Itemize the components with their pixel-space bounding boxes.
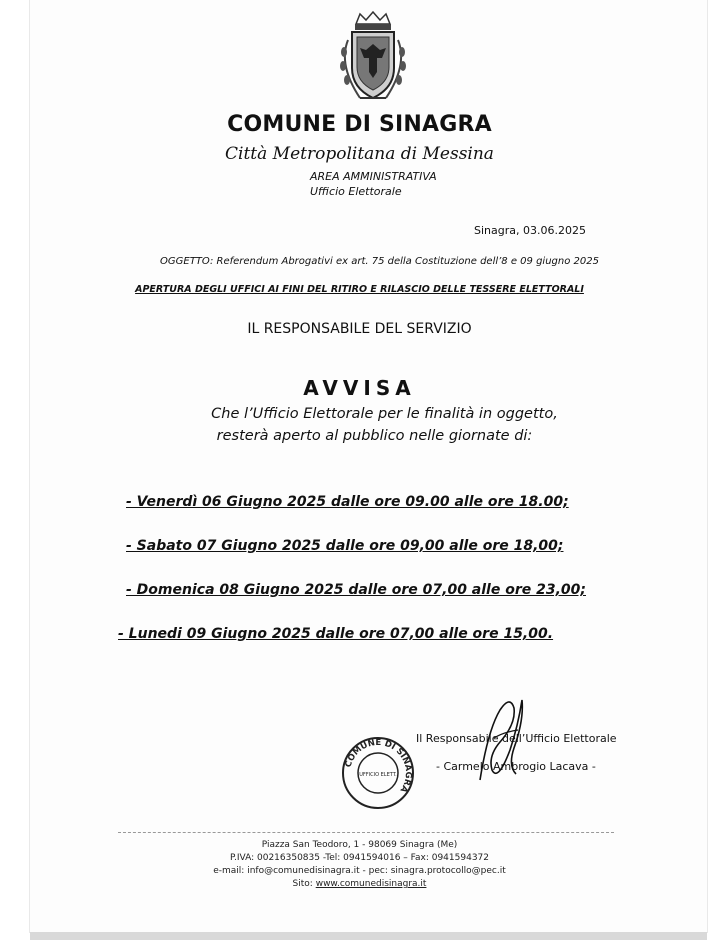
avvisa-heading: AVVISA [303, 376, 416, 400]
province-subtitle: Città Metropolitana di Messina [225, 144, 494, 164]
footer-divider [118, 832, 614, 833]
page-bottom-shade [30, 932, 707, 940]
office-label: Ufficio Elettorale [310, 185, 402, 198]
opening-title: APERTURA DEGLI UFFICI AI FINI DEL RITIRO E RILASCIO DELLE TESSERE ELETTORALI [135, 284, 584, 295]
schedule-item-friday: - Venerdì 06 Giugno 2025 dalle ore 09.00 alle ore 18.00; [126, 494, 569, 510]
schedule-item-saturday: - Sabato 07 Giugno 2025 dalle ore 09,00 alle ore 18,00; [126, 538, 564, 554]
signature-role: Il Responsabile dell’Ufficio Elettorale [416, 732, 617, 745]
stamp-ring-text: COMUNE DI SINAGRA [343, 737, 414, 794]
area-label: AREA AMMINISTRATIVA [310, 170, 437, 183]
subject-line: OGGETTO: Referendum Abrogativi ex art. 75 della Costituzione dell’8 e 09 giugno 2025 [160, 256, 599, 267]
schedule-item-monday: - Lunedi 09 Giugno 2025 dalle ore 07,00 alle ore 15,00. [118, 626, 554, 642]
footer-site-label: Sito: [292, 879, 313, 889]
intro-line-1: Che l’Ufficio Elettorale per le finalità in oggetto, [211, 406, 558, 422]
municipal-crest-icon [330, 10, 416, 108]
date-line: Sinagra, 03.06.2025 [474, 224, 586, 237]
stamp-inner-text: UFFICIO ELETT. [359, 772, 397, 778]
official-stamp-icon [340, 735, 416, 811]
signature-name: - Carmelo Ambrogio Lacava - [436, 760, 596, 773]
footer-site-link[interactable]: www.comunedisinagra.it [315, 879, 427, 889]
intro-line-2: resterà aperto al pubblico nelle giornate di: [216, 428, 533, 444]
footer-address: Piazza San Teodoro, 1 - 98069 Sinagra (Me) [261, 840, 458, 850]
municipality-title: COMUNE DI SINAGRA [227, 112, 492, 137]
footer-contacts: P.IVA: 00216350835 -Tel: 0941594016 – Fax: 0941594372 [229, 853, 489, 863]
schedule-item-sunday: - Domenica 08 Giugno 2025 dalle ore 07,00 alle ore 23,00; [126, 582, 586, 598]
footer-site [0, 879, 719, 889]
footer-email: e-mail: info@comunedisinagra.it - pec: sinagra.protocollo@pec.it [213, 866, 506, 876]
responsible-heading: IL RESPONSABILE DEL SERVIZIO [247, 321, 472, 337]
